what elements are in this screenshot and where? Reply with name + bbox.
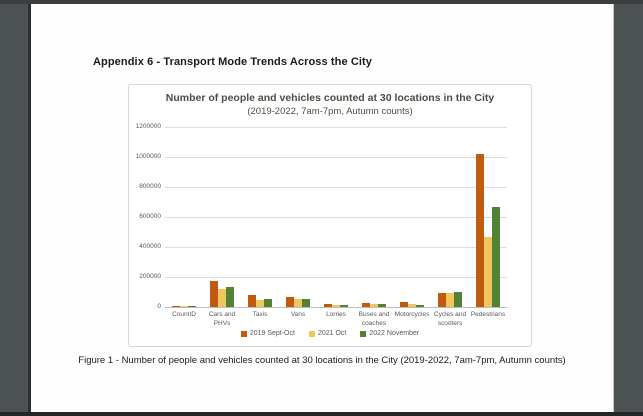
figure-chart [128,84,532,347]
bar [248,295,256,307]
y-axis-tick-label: 200000 [139,273,161,280]
bar [476,154,484,307]
legend-item [241,330,295,337]
y-axis-tick-label: 1200000 [135,123,161,130]
viewer-top-edge [0,0,643,4]
bar [324,304,332,307]
bar [302,299,310,307]
bar [362,303,370,307]
bar [256,300,264,307]
gridline [165,157,507,158]
gridline [165,217,507,218]
bar [294,299,302,307]
bar [446,293,454,307]
legend-swatch [360,331,366,337]
plot-area [165,127,507,307]
bar [180,306,188,307]
legend-swatch [309,331,315,337]
y-axis-tick-label: 0 [157,303,161,310]
chart-title: Number of people and vehicles counted at 30 locations in the City [165,92,495,104]
y-axis-tick-label: 600000 [139,213,161,220]
y-axis-tick-label: 400000 [139,243,161,250]
gridline [165,127,507,128]
x-axis-category-label: Cars and PHVs [208,311,236,327]
bar [378,304,386,307]
x-axis-category-label: CountID [172,311,196,318]
bar [438,293,446,307]
bar [210,281,218,307]
bar [454,292,462,307]
page-heading: Appendix 6 - Transport Mode Trends Across the City [93,56,373,68]
legend-item [309,330,346,337]
bar [370,304,378,307]
gridline [165,187,507,188]
x-axis-category-label: Lorries [326,311,346,318]
x-axis-category-label: Vans [290,311,306,318]
bar [408,304,416,307]
legend-label: 2022 November [369,330,420,337]
gridline [165,247,507,248]
bar [286,297,294,307]
bar [172,306,180,307]
bar [332,305,340,307]
gridline [165,277,507,278]
document-page [31,4,614,412]
legend-label: 2019 Sept-Oct [249,330,295,337]
bar [218,289,226,307]
bar [340,305,348,307]
chart-subtitle: (2019-2022, 7am-7pm, Autumn counts) [247,106,413,117]
legend-swatch [241,331,247,337]
bar [400,302,408,307]
x-axis-category-label: Cycles and scooters [433,311,467,327]
bar [188,306,196,307]
bar [492,207,500,307]
x-axis-category-label: Motorcycles [394,311,430,318]
legend-label: 2021 Oct [317,330,347,337]
bar [226,287,234,307]
x-axis-category-label: Buses and coaches [358,311,390,327]
legend-item [360,330,419,337]
y-axis-tick-label: 800000 [139,183,161,190]
bar [264,299,272,307]
x-axis-category-label: Taxis [252,311,268,318]
figure-caption: Figure 1 - Number of people and vehicles counted at 30 locations in the City (2019-2022, 7am-7pm, Autumn counts) [78,355,566,366]
viewer-bottom-edge [0,412,643,416]
y-axis-tick-label: 1000000 [135,153,161,160]
bar [484,237,492,307]
x-axis-category-label: Pedestrians [470,311,506,318]
bar [416,305,424,307]
chart-legend [129,330,531,337]
